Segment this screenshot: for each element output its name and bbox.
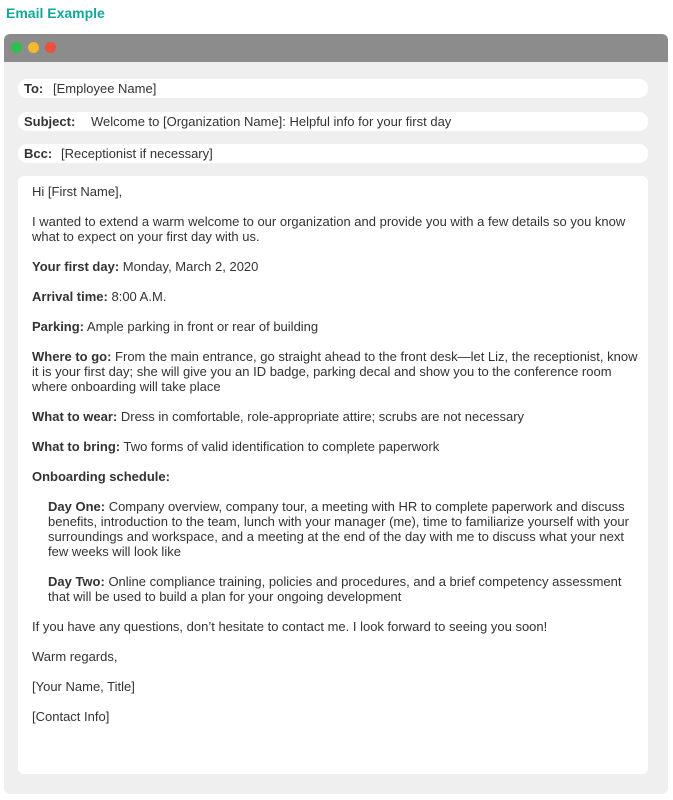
wear-label: What to wear: xyxy=(32,409,118,424)
window-close-button[interactable] xyxy=(45,42,56,53)
subject-input[interactable]: Welcome to [Organization Name]: Helpful info for your first day xyxy=(91,114,452,129)
arrival-line xyxy=(32,289,644,304)
day-one-label: Day One: xyxy=(48,499,106,514)
window-maximize-button[interactable] xyxy=(11,42,22,53)
first-day-label: Your first day: xyxy=(32,259,120,274)
bring-value: Two forms of valid identification to complete paperwork xyxy=(120,439,440,454)
first-day-line xyxy=(32,259,644,274)
email-window xyxy=(4,34,668,794)
window-minimize-button[interactable] xyxy=(28,42,39,53)
wear-line xyxy=(32,409,644,424)
parking-line xyxy=(32,319,644,334)
subject-field[interactable] xyxy=(18,112,648,131)
contact-info: [Contact Info] xyxy=(32,709,110,724)
schedule-label: Onboarding schedule: xyxy=(32,469,170,484)
schedule-heading xyxy=(32,469,644,484)
where-value: From the main entrance, go straight ahead to the front desk—let Liz, the receptionist, know it is your first day; she will give you an ID badge, parking decal and show you to the conference room where onboarding will take place xyxy=(32,349,638,394)
questions-paragraph: If you have any questions, don’t hesitate to contact me. I look forward to seeing you soon! xyxy=(32,619,548,634)
arrival-value: 8:00 A.M. xyxy=(107,289,167,304)
bring-label: What to bring: xyxy=(32,439,121,454)
parking-label: Parking: xyxy=(32,319,85,334)
to-input[interactable]: [Employee Name] xyxy=(53,81,157,96)
bcc-input[interactable]: [Receptionist if necessary] xyxy=(61,146,213,161)
where-label: Where to go: xyxy=(32,349,112,364)
subject-label: Subject: xyxy=(24,114,76,129)
bring-line xyxy=(32,439,644,454)
first-day-value: Monday, March 2, 2020 xyxy=(119,259,259,274)
message-body[interactable] xyxy=(18,176,648,774)
signature: [Your Name, Title] xyxy=(32,679,135,694)
day-one-value: Company overview, company tour, a meeting with HR to complete paperwork and discuss benefits, introduction to the team, lunch with your manager (me), time to familiarize yourself with your surroundings and workspace, and a meeting at the end of the day with me to discuss what your next few weeks will look like xyxy=(48,499,629,559)
day-two-line xyxy=(32,574,644,604)
bcc-label: Bcc: xyxy=(24,146,53,161)
closing: Warm regards, xyxy=(32,649,118,664)
to-label: To: xyxy=(24,81,44,96)
parking-value: Ample parking in front or rear of building xyxy=(84,319,319,334)
to-field[interactable] xyxy=(18,79,648,98)
message-text xyxy=(32,184,644,739)
arrival-label: Arrival time: xyxy=(32,289,108,304)
day-one-line xyxy=(32,499,644,559)
window-titlebar xyxy=(4,34,668,62)
where-line xyxy=(32,349,644,394)
wear-value: Dress in comfortable, role-appropriate attire; scrubs are not necessary xyxy=(117,409,525,424)
intro-paragraph: I wanted to extend a warm welcome to our organization and provide you with a few details so you know what to expect on your first day with us. xyxy=(32,214,626,244)
bcc-field[interactable] xyxy=(18,144,648,163)
greeting: Hi [First Name], xyxy=(32,184,123,199)
day-two-label: Day Two: xyxy=(48,574,105,589)
day-two-value: Online compliance training, policies and procedures, and a brief competency assessment that will be used to build a plan for your ongoing development xyxy=(48,574,622,604)
page-title: Email Example xyxy=(6,5,105,21)
